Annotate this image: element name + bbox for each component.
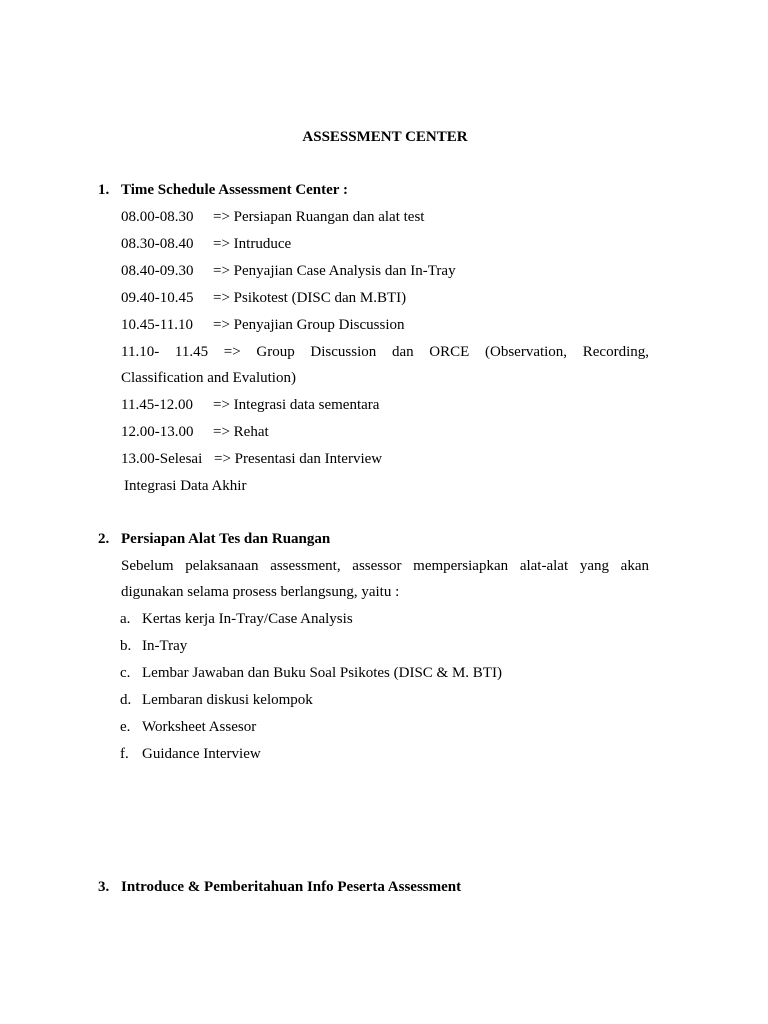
section-heading-text: Introduce & Pemberitahuan Info Peserta Assessment: [121, 879, 462, 895]
list-item-text: Lembar Jawaban dan Buku Soal Psikotes (DISC & M. BTI): [142, 665, 502, 681]
list-item: [120, 636, 187, 656]
list-item-text: Guidance Interview: [142, 746, 261, 762]
list-item-text: Worksheet Assesor: [142, 719, 257, 735]
section-3-heading: [98, 877, 461, 897]
schedule-activity: => Presentasi dan Interview: [214, 451, 383, 467]
schedule-time: 12.00-13.00: [121, 424, 194, 440]
schedule-word: dan: [391, 344, 414, 360]
schedule-activity: => Integrasi data sementara: [213, 397, 380, 413]
list-item: [120, 717, 256, 737]
section-intro-line: digunakan selama prosess berlangsung, yaitu :: [121, 584, 400, 600]
section-heading-text: Persiapan Alat Tes dan Ruangan: [121, 531, 331, 547]
schedule-row: [121, 395, 379, 415]
schedule-row: [121, 315, 404, 335]
schedule-activity: => Penyajian Case Analysis dan In-Tray: [213, 263, 456, 279]
schedule-time-end: 11.45: [174, 344, 209, 360]
schedule-row: [121, 261, 456, 281]
section-number: 3.: [98, 879, 110, 895]
list-marker: c.: [120, 665, 131, 681]
list-marker: f.: [120, 746, 129, 762]
schedule-time: 13.00-Selesai: [121, 451, 203, 467]
schedule-row-justified: [121, 342, 649, 362]
list-marker: d.: [120, 692, 132, 708]
list-item: [120, 609, 353, 629]
schedule-activity: => Psikotest (DISC dan M.BTI): [213, 290, 407, 306]
schedule-time: 11.45-12.00: [121, 397, 193, 413]
schedule-row: [121, 207, 424, 227]
schedule-word: =>: [223, 344, 241, 360]
schedule-trailing-note: Integrasi Data Akhir: [124, 478, 247, 494]
schedule-activity: => Rehat: [213, 424, 269, 440]
section-1-heading: [98, 180, 348, 200]
list-item: [120, 663, 502, 683]
schedule-time: 11.10-: [121, 344, 160, 360]
section-number: 1.: [98, 182, 110, 198]
list-item-text: Lembaran diskusi kelompok: [142, 692, 313, 708]
section-heading-text: Time Schedule Assessment Center :: [121, 182, 348, 198]
schedule-row: [121, 288, 406, 308]
schedule-activity: => Persiapan Ruangan dan alat test: [213, 209, 425, 225]
schedule-row: [121, 234, 291, 254]
schedule-word: (Observation,: [485, 344, 568, 360]
list-marker: a.: [120, 611, 131, 627]
section-number: 2.: [98, 531, 110, 547]
schedule-word: Group: [256, 344, 295, 360]
list-marker: e.: [120, 719, 131, 735]
schedule-row-continuation: Classification and Evalution): [121, 370, 296, 386]
list-item-text: Kertas kerja In-Tray/Case Analysis: [142, 611, 353, 627]
list-item-text: In-Tray: [142, 638, 188, 654]
schedule-word: ORCE: [429, 344, 470, 360]
document-title: ASSESSMENT CENTER: [302, 129, 468, 145]
schedule-time: 09.40-10.45: [121, 290, 194, 306]
schedule-time: 08.40-09.30: [121, 263, 194, 279]
schedule-word: Discussion: [310, 344, 377, 360]
list-item: [120, 744, 261, 764]
list-item: [120, 690, 313, 710]
section-intro-line: Sebelum pelaksanaan assessment, assessor mempersiapkan alat-alat yang akan: [121, 558, 649, 574]
list-marker: b.: [120, 638, 132, 654]
schedule-row: [121, 422, 269, 442]
schedule-activity: => Penyajian Group Discussion: [213, 317, 405, 333]
schedule-time: 10.45-11.10: [121, 317, 193, 333]
schedule-word: Recording,: [582, 344, 649, 360]
schedule-activity: => Intruduce: [213, 236, 292, 252]
schedule-row: [121, 449, 382, 469]
schedule-time: 08.30-08.40: [121, 236, 194, 252]
section-2-heading: [98, 529, 330, 549]
schedule-time: 08.00-08.30: [121, 209, 194, 225]
